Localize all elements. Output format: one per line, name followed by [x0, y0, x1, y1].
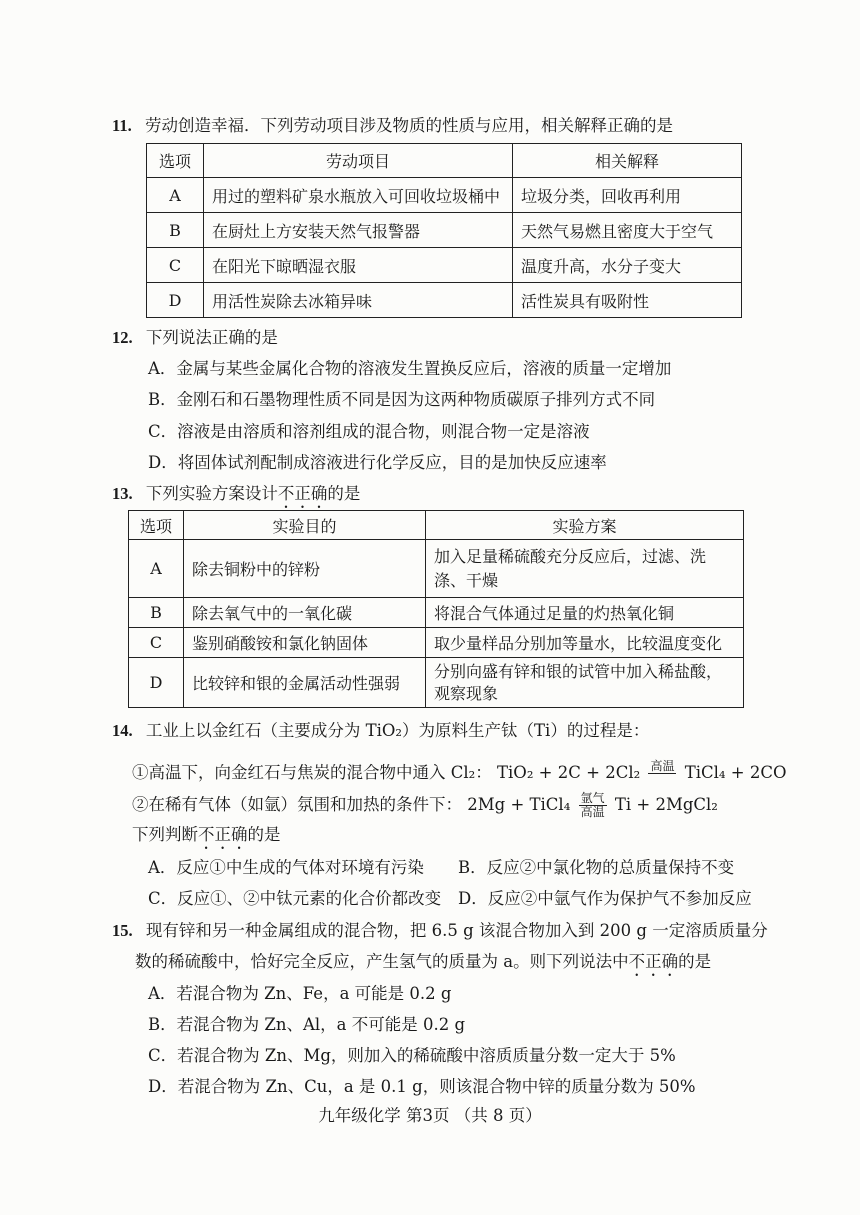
- q11-row-a-task: 用过的塑料矿泉水瓶放入可回收垃圾桶中: [204, 178, 513, 213]
- q14-step2-lhs: 2Mg + TiCl₄: [467, 795, 571, 814]
- q13-row-c-plan: 取少量样品分别加等量水，比较温度变化: [426, 628, 744, 658]
- q15-stem-line2: [135, 951, 711, 980]
- q13-row-a-purpose: 除去铜粉中的锌粉: [184, 540, 426, 598]
- q14-stem: [112, 720, 649, 742]
- q11-stem: [112, 115, 673, 137]
- q13-row-a-option: A: [129, 540, 184, 598]
- q14-step1: [132, 760, 787, 787]
- q15-stem-line2-pre: 数的稀硫酸中，恰好完全反应，产生氢气的质量为 a。则下列说法中: [135, 952, 629, 971]
- q15-stem-emphasis: 不正确: [628, 952, 679, 971]
- q15-stem-line1: [112, 920, 768, 942]
- q13-row-d-purpose: 比较锌和银的金属活动性强弱: [184, 658, 426, 708]
- q11-stem-text: 劳动创造幸福．下列劳动项目涉及物质的性质与应用，相关解释正确的是: [144, 116, 673, 135]
- q13-number: 13.: [112, 484, 133, 503]
- q12-option-a: A．金属与某些金属化合物的溶液发生置换反应后，溶液的质量一定增加: [148, 359, 672, 378]
- q12-number: 12.: [112, 328, 133, 347]
- q15-stem-line1-text: 现有锌和另一种金属组成的混合物，把 6.5 g 该混合物加入到 200 g 一定溶质质量分: [145, 921, 768, 940]
- q11-row-d-task: 用活性炭除去冰箱异味: [204, 283, 513, 318]
- q14-step2-condition: [579, 792, 607, 819]
- q12-stem: [112, 327, 278, 349]
- q15-option-a: A．若混合物为 Zn、Fe，a 可能是 0.2 g: [148, 984, 452, 1003]
- q15-stem-line2-post: 的是: [678, 952, 712, 971]
- q11-row-d-option: D: [147, 283, 204, 318]
- q11-header-option: 选项: [147, 144, 204, 178]
- q14-option-b: B．反应②中氯化物的总质量保持不变: [458, 858, 735, 877]
- q11-row-b-explanation: 天然气易燃且密度大于空气: [513, 213, 742, 248]
- q14-stem-text: 工业上以金红石（主要成分为 TiO₂）为原料生产钛（Ti）的过程是：: [145, 721, 650, 740]
- q14-step1-condition: [648, 760, 676, 787]
- q11-row-b-option: B: [147, 213, 204, 248]
- q13-stem-pre: 下列实验方案设计: [145, 484, 278, 503]
- q13-row-c-option: C: [129, 628, 184, 658]
- page-footer: 九年级化学 第3页 （共 8 页）: [318, 1106, 542, 1125]
- q13-row-b-purpose: 除去氧气中的一氧化碳: [184, 598, 426, 628]
- q13-table: [128, 510, 744, 708]
- q14-option-a: A．反应①中生成的气体对环境有污染: [148, 858, 424, 877]
- q11-row-b-task: 在厨灶上方安装天然气报警器: [204, 213, 513, 248]
- q14-step1-lhs: TiO₂ + 2C + 2Cl₂: [497, 763, 641, 782]
- q14-step2-rhs: Ti + 2MgCl₂: [614, 795, 718, 814]
- q13-stem: [112, 483, 360, 512]
- q13-header-plan: 实验方案: [426, 511, 744, 540]
- q14-judge-post: 的是: [247, 825, 281, 844]
- q11-row-a-option: A: [147, 178, 204, 213]
- q11-row-a-explanation: 垃圾分类，回收再利用: [513, 178, 742, 213]
- q11-header-task: 劳动项目: [204, 144, 513, 178]
- q13-row-d-option: D: [129, 658, 184, 708]
- q15-option-d: D．若混合物为 Zn、Cu，a 是 0.1 g，则该混合物中锌的质量分数为 50%: [148, 1077, 696, 1096]
- q11-table: [146, 143, 742, 318]
- q14-option-d: D．反应②中氩气作为保护气不参加反应: [458, 889, 752, 908]
- q12-option-b: B．金刚石和石墨物理性质不同是因为这两种物质碳原子排列方式不同: [148, 390, 656, 409]
- q14-judge-emphasis: 不正确: [198, 825, 248, 844]
- q14-step2-condition-bottom: 高温: [580, 805, 605, 819]
- q11-row-c-option: C: [147, 248, 204, 283]
- q11-row-c-task: 在阳光下晾晒湿衣服: [204, 248, 513, 283]
- q14-judge: [132, 824, 281, 853]
- q14-step2: [132, 792, 718, 819]
- q14-step1-condition-top: 高温: [650, 759, 675, 773]
- q15-option-c: C．若混合物为 Zn、Mg，则加入的稀硫酸中溶质质量分数一定大于 5%: [148, 1046, 676, 1065]
- q13-row-b-option: B: [129, 598, 184, 628]
- q14-judge-pre: 下列判断: [132, 825, 198, 844]
- q11-header-explanation: 相关解释: [513, 144, 742, 178]
- q12-stem-text: 下列说法正确的是: [145, 328, 278, 347]
- q13-stem-post: 的是: [327, 484, 361, 503]
- q13-row-d-plan: 分别向盛有锌和银的试管中加入稀盐酸，观察现象: [426, 658, 744, 708]
- q13-row-a-plan: 加入足量稀硫酸充分反应后，过滤、洗涤、干燥: [426, 540, 744, 598]
- q14-step2-text: ②在稀有气体（如氩）氛围和加热的条件下：: [132, 795, 462, 814]
- q14-option-c: C．反应①、②中钛元素的化合价都改变: [148, 889, 442, 908]
- q13-stem-emphasis: 不正确: [277, 484, 328, 503]
- q12-option-d: D．将固体试剂配制成溶液进行化学反应，目的是加快反应速率: [148, 453, 607, 472]
- q14-number: 14.: [112, 721, 133, 740]
- q14-step2-condition-top: 氩气: [580, 791, 605, 805]
- q11-row-d-explanation: 活性炭具有吸附性: [513, 283, 742, 318]
- q13-row-c-purpose: 鉴别硝酸铵和氯化钠固体: [184, 628, 426, 658]
- q13-row-b-plan: 将混合气体通过足量的灼热氧化铜: [426, 598, 744, 628]
- q14-step1-rhs: TiCl₄ + 2CO: [684, 763, 787, 782]
- q14-step1-text: ①高温下，向金红石与焦炭的混合物中通入 Cl₂：: [132, 763, 492, 782]
- q13-header-purpose: 实验目的: [184, 511, 426, 540]
- q11-number: 11.: [112, 116, 132, 135]
- q13-header-option: 选项: [129, 511, 184, 540]
- q11-row-c-explanation: 温度升高，水分子变大: [513, 248, 742, 283]
- q15-option-b: B．若混合物为 Zn、Al，a 不可能是 0.2 g: [148, 1015, 466, 1034]
- q12-option-c: C．溶液是由溶质和溶剂组成的混合物，则混合物一定是溶液: [148, 422, 590, 441]
- q15-number: 15.: [112, 921, 133, 940]
